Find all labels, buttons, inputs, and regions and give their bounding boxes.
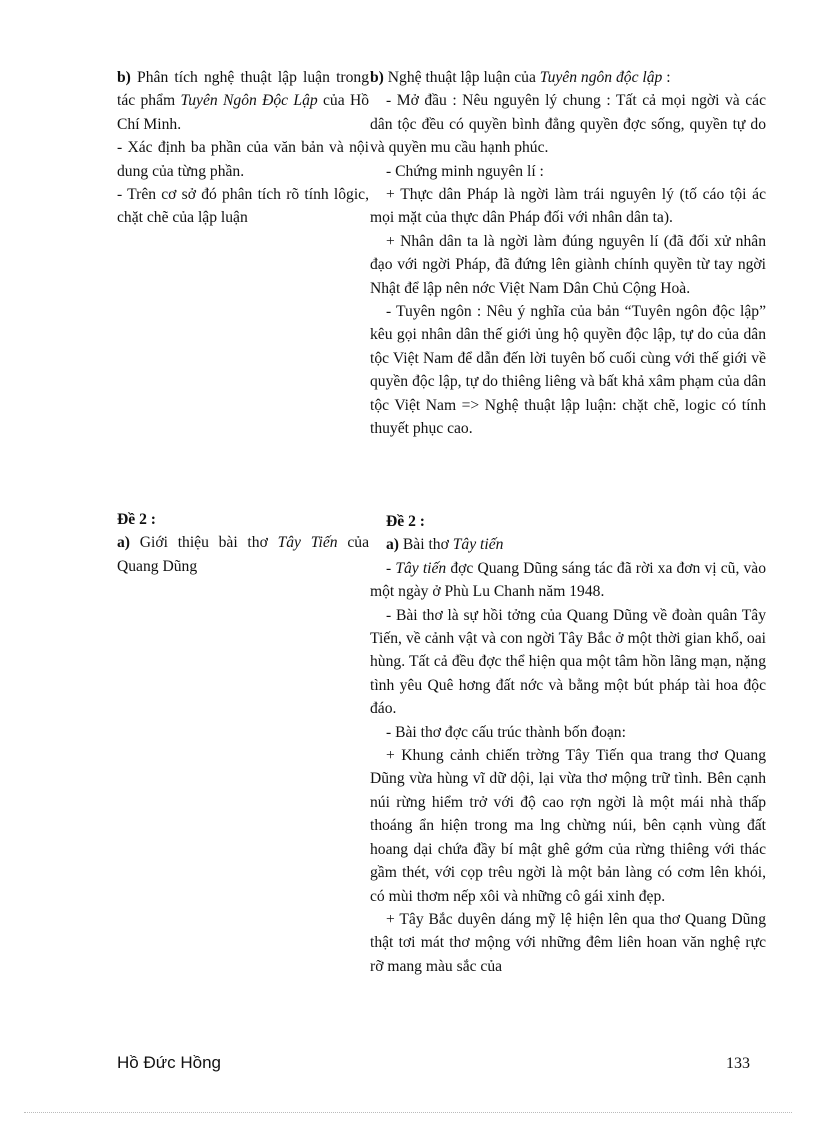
page-number: 133 bbox=[726, 1055, 750, 1072]
left-section-2 bbox=[117, 508, 369, 578]
paragraph: - Chứng minh nguyên lí : bbox=[386, 162, 544, 180]
left-section-1 bbox=[117, 66, 369, 230]
task-label: a) bbox=[117, 534, 130, 552]
paragraph: - Tây tiến đợc Quang Dũng sáng tác đã rời xa đơn vị cũ, vào một ngày ở Phù Lu Chanh năm 1948. bbox=[370, 559, 766, 601]
paragraph: + Thực dân Pháp là ngời làm trái nguyên lý (tố cáo tội ác mọi mặt của thực dân Pháp đối với nhân dân ta). bbox=[370, 186, 766, 227]
footer-author: Hồ Đức Hồng bbox=[117, 1053, 221, 1072]
section-heading: Đề 2 : bbox=[117, 511, 156, 528]
work-title: Tuyên ngôn độc lập bbox=[539, 69, 663, 86]
left-task-a: a) Giới thiệu bài thơ Tây Tiến của Quang Dũng bbox=[117, 534, 369, 575]
paragraph: + Khung cảnh chiến trờng Tây Tiến qua trang thơ Quang Dũng vừa hùng vĩ dữ dội, lại vừa thơ mộng trữ tình. Bên cạnh núi rừng hiểm trở với độ cao rợn ngời là một mái nhà thấp thoáng ẩn hiện trong ma lng chừng núi, bên cạnh vùng đất hoang dại chứa đầy bí mật ghê gớm của rừng thiêng với thác gầm thét, với cọp trêu ngời là một bản làng có cơm lên khói, có mùi thơm nếp xôi và những cô gái xinh đẹp. bbox=[370, 747, 766, 905]
poem-title: Tây Tiến bbox=[277, 534, 338, 552]
task-label: b) bbox=[117, 69, 131, 86]
work-title: Tuyên Ngôn Độc Lập bbox=[180, 92, 318, 110]
left-task-b: b) Phân tích nghệ thuật lập luận trong tác phẩm Tuyên Ngôn Độc Lập của Hồ Chí Minh. bbox=[117, 69, 370, 133]
answer-heading: a) Bài thơ Tây tiến bbox=[386, 536, 504, 554]
page-bottom-rule bbox=[24, 1112, 792, 1113]
poem-title: Tây tiến bbox=[395, 559, 447, 577]
paragraph: - Bài thơ đợc cấu trúc thành bốn đoạn: bbox=[386, 723, 626, 741]
answer-label: b) bbox=[370, 69, 384, 86]
left-point-2: - Trên cơ sở đó phân tích rõ tính lôgic, chặt chẽ của lập luận bbox=[117, 186, 369, 227]
paragraph: - Mở đầu : Nêu nguyên lý chung : Tất cả mọi ngời và các dân tộc đều có quyền bình đẳng quyền đợc sống, quyền tự do và quyền mu cầu hạnh phúc. bbox=[370, 92, 766, 157]
paragraph: - Tuyên ngôn : Nêu ý nghĩa của bản “Tuyên ngôn độc lập” kêu gọi nhân dân thế giới ủng hộ quyền độc lập, tự do của dân tộc Việt Nam để dẫn đến lời tuyên bố cuối cùng với thế giới về quyền độc lập, tự do thiêng liêng và bất khả xâm phạm của dân tộc Việt Nam => Nghệ thuật lập luận: chặt chẽ, logic có tính thuyết phục cao. bbox=[370, 303, 766, 438]
paragraph: + Tây Bắc duyên dáng mỹ lệ hiện lên qua thơ Quang Dũng thật tơi mát thơ mộng với những đêm liên hoan văn nghệ rực rỡ mang màu sắc của bbox=[370, 910, 766, 975]
paragraph: + Nhân dân ta là ngời làm đúng nguyên lí (đã đối xử nhân đạo với ngời Pháp, đã đứng lên giành chính quyền từ tay ngời Nhật để lập nên nớc Việt Nam Dân Chủ Cộng Hoà. bbox=[370, 232, 766, 297]
answer-heading: b) Nghệ thuật lập luận của Tuyên ngôn độc lập : bbox=[370, 69, 671, 86]
paragraph: - Bài thơ là sự hồi tởng của Quang Dũng về đoàn quân Tây Tiến, về cảnh vật và con ngời Tây Bắc ở một thời gian khổ, oai hùng. Tất cả đều đợc thể hiện qua một tâm hồn lãng mạn, nặng tình yêu Quê hơng đất nớc và bằng một bút pháp tài hoa độc đáo. bbox=[370, 606, 766, 718]
poem-title: Tây tiến bbox=[452, 536, 504, 554]
left-point-1: - Xác định ba phần của văn bản và nội dung của từng phần. bbox=[117, 139, 369, 180]
right-section-1 bbox=[370, 66, 766, 441]
section-heading: Đề 2 : bbox=[386, 513, 425, 530]
right-section-2 bbox=[370, 510, 766, 978]
answer-label: a) bbox=[386, 536, 399, 554]
